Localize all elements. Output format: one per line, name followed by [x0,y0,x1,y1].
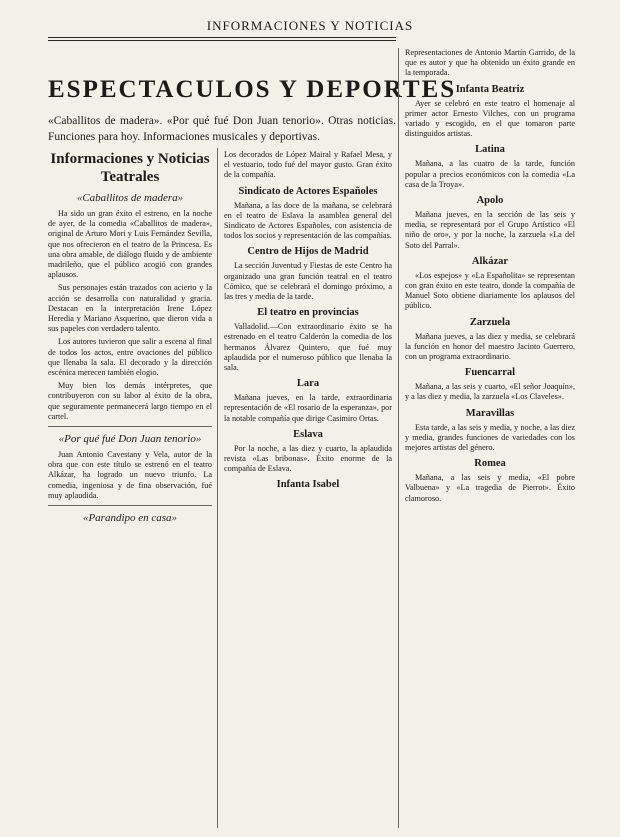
paragraph: Esta tarde, a las seis y media, y noche, a las diez y media, grandes funciones de variedades con los mejores artistas del género. [405,422,575,453]
article-subheading: Lara [296,378,320,390]
paragraph: Mañana, a las doce de la mañana, se celebrará en el teatro de Eslava la asamblea general del Sindicato de Actores Españoles, con asistencia de todos los socios y representación de las compañías. [224,200,392,241]
article-subheading: Maravillas [465,407,515,419]
paragraph: Mañana jueves, en la sección de las seis y media, se representará por el Grupo Artístico «El niño de oro», y por la noche, la zarzuela «La del Soto del Parral». [405,210,575,250]
header-rule-double [48,40,396,41]
paragraph: Juan Antonio Cavestany y Vela, autor de la obra que con este título se estrenó en el teatro Alkázar, ha logrado un nuevo triunfo. La comedia, ingeniosa y de fina observación, fué muy aplaudida. [48,450,212,500]
article-subheading: Apolo [476,195,504,207]
divider [48,505,212,506]
article-subheading: «Parandipo en casa» [82,512,178,525]
section-title: ESPECTACULOS Y DEPORTES [48,76,457,103]
column-divider [398,48,399,828]
article-subheading: Eslava [293,428,323,440]
column-divider [217,148,218,828]
article-subheading: Fuencarral [464,367,516,379]
paragraph: Muy bien los demás intérpretes, que contribuyeron con su labor al éxito de la obra, que seguramente permanecerá largo tiempo en el cartel. [48,381,212,421]
paragraph: Mañana, a las seis y media, «El pobre Valbuena» y «La tragedia de Pierrot». Éxito clamoroso. [405,473,575,503]
paragraph: Ha sido un gran éxito el estreno, en la noche de ayer, de la comedia «Caballitos de madera», original de Arturo Mori y Luis Fernández Sevilla, que nos ofrecieron en el teatro de la Princesa. Es una obra amable, de diálogo fluido y de ambiente madrileño, que el público acogió con grandes aplausos. [48,209,212,280]
paragraph: Sus personajes están trazados con acierto y la acción se desarrolla con naturalidad y gracia. Destacan en la interpretación Irene López Heredia y Mariano Asquerino, que dieron vida a sus papeles con verdadero talento. [48,283,212,334]
article-subheading: Alkázar [471,255,509,267]
paragraph: Ayer se celebró en este teatro el homenaje al primer actor Ernesto Vilches, con un programa variado y escogido, en el que tomaron parte distinguidos artistas. [405,98,575,139]
header-rule [48,37,396,38]
paragraph: Por la noche, a las diez y cuarto, la aplaudida revista «Las bribonas». Éxito enorme de la compañía de Eslava. [224,443,392,474]
article-subheading: Zarzuela [469,316,511,328]
article-subheading: Romea [474,458,506,470]
article-subheading: «Por qué fué Don Juan tenorio» [58,433,202,446]
article-subheading: El teatro en provincias [257,307,359,319]
paragraph: La sección Juventud y Fiestas de este Centro ha organizado una gran función teatral en el teatro Cómico, que se celebrará el domingo próximo, a las tres y media de la tarde. [224,261,392,302]
paragraph: Mañana jueves, a las diez y media, se celebrará la función en honor del maestro Jacinto Guerrero, con un programa extraordinario. [405,331,575,362]
article-subheading: Sindicato de Actores Españoles [238,185,378,197]
section-summary: «Caballitos de madera». «Por qué fué Don Juan tenorio». Otras noticias. Funciones para hoy. Informaciones musicales y deportivas. [48,115,396,143]
column-2 [224,150,392,830]
article-subheading: Latina [475,144,505,156]
paragraph: Los decorados de López Mairal y Rafael Mesa, y el vestuario, todo fué del mayor gusto. Gran éxito de la compañía. [224,150,392,180]
column-1 [48,150,212,830]
divider [48,426,212,427]
article-subheading: Centro de Hijos de Madrid [247,246,369,258]
article-subheading: Infanta Isabel [276,479,340,491]
paragraph: Mañana jueves, en la tarde, extraordinaria representación de «El rosario de la esperanza», por la notable compañía que dirige Casimiro Ortas. [224,393,392,423]
article-subheading: Infanta Beatriz [455,83,525,95]
paragraph: Mañana, a las seis y cuarto, «El señor Joaquín», y a las diez y media, la zarzuela «Los Claveles». [405,382,575,402]
paragraph: Valladolid.—Con extraordinario éxito se ha estrenado en el teatro Calderón la comedia de los hermanos Álvarez Quintero, que fué muy aplaudida por el numeroso público que llenaba la sala. [224,322,392,373]
page-header: INFORMACIONES Y NOTICIAS [206,18,414,33]
column-3 [405,48,575,830]
article-subheading: «Caballitos de madera» [76,192,184,204]
paragraph: Los autores tuvieron que salir a escena al final de todos los actos, entre ovaciones del público que llenaba la sala. El decorado y la dirección escénica merecen también elogio. [48,337,212,378]
paragraph: Representaciones de Antonio Martín Garrido, de la que es autor y que ha obtenido un éxito grande en la temporada. [405,48,575,78]
paragraph: Mañana, a las cuatro de la tarde, función popular a precios económicos con la comedia «La casa de la Troya». [405,159,575,189]
article-heading: Informaciones y Noticias Teatrales [50,151,210,185]
paragraph: «Los espejos» y «La Españolita» se representan con gran éxito en este teatro, donde la compañía de Manuel Soto obtiene diariamente los aplausos del público. [405,270,575,311]
